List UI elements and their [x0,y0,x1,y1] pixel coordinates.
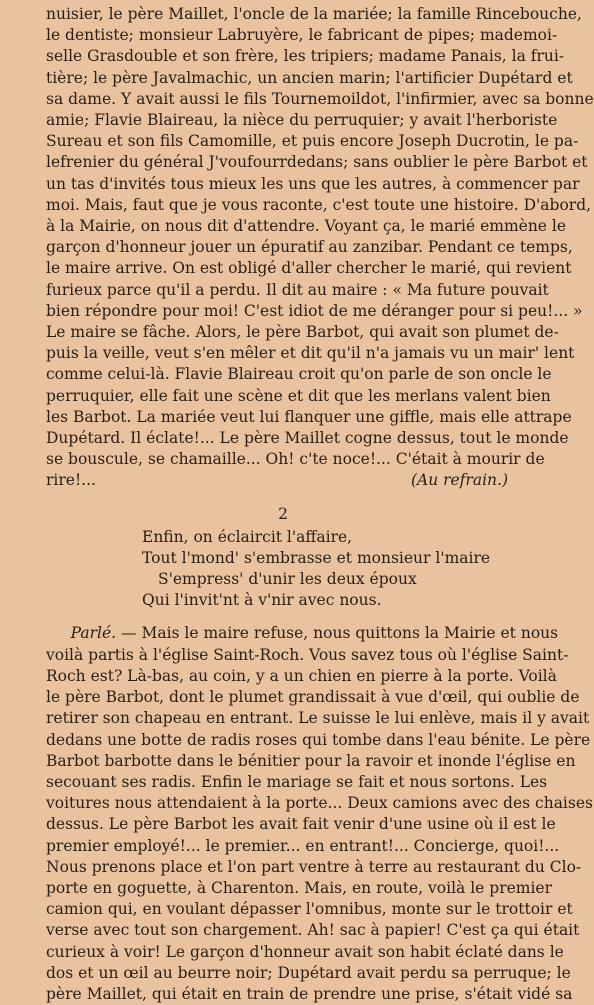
verse-line: S'empress' d'unir les deux époux [158,570,417,589]
verse-line: Tout l'mond' s'embrasse et monsieur l'maire [142,548,491,567]
text-line: amie; Flavie Blaireau, la nièce du perruquier; y avait l'herboriste [46,111,558,130]
verse-line: Enfin, on éclaircit l'affaire, [142,527,353,546]
text-line: Le maire se fâche. Alors, le père Barbot, qui avait son plumet de- [46,323,559,342]
text-line: curieux à voir! Le garçon d'honneur avait son habit éclaté dans le [46,942,564,961]
text-line: Sureau et son fils Camomille, et puis encore Joseph Ducrotin, le pa- [46,132,579,151]
text-line: le père Barbot, dont le plumet grandissait à vue d'œil, qui oublie de [46,688,580,707]
text-line: perruquier, elle fait une scène et dit que les merlans valent bien [46,386,551,405]
text-line: verse avec tout son chargement. Ah! sac à papier! C'est ça qui était [46,921,580,940]
text-line: voitures nous attendaient à la porte... Deux camions avec des chaises [46,794,593,813]
verse-line: Qui l'invit'nt à v'nir avec nous. [142,591,382,610]
text-line: lefrenier du général J'voufourrdedans; sans oublier le père Barbot et [46,153,588,172]
text-line: camion qui, en voulant dépasser l'omnibus, monte sur le trottoir et [46,900,573,919]
text-line: le dentiste; monsieur Labruyère, le fabricant de pipes; mademoi- [46,26,558,45]
text-line: furieux parce qu'il a perdu. Il dit au maire : « Ma future pouvait [46,280,549,299]
paragraph-1 [46,4,594,492]
text-line: puis la veille, veut s'en mêler et dit qu'il n'a jamais vu un mair' lent [46,344,575,363]
text-line: retirer son chapeau en entrant. Le suisse le lui enlève, mais il y avait [46,709,590,728]
text-fragment: rire!... [46,471,96,490]
refrain-marker: (Au refrain.) [410,471,508,490]
text-line: Roch est? Là-bas, au coin, y a un chien en pierre à la porte. Voilà [46,666,557,685]
text-line: tière; le père Javalmachic, un ancien marin; l'artificier Dupétard et [46,68,573,87]
text-line: sa dame. Y avait aussi le fils Tournemoildot, l'infirmier, avec sa bonne [46,89,594,108]
stanza-number: 2 [278,504,288,523]
text-line: se bouscule, se chamaille... Oh! c'te noce!... C'était à mourir de [46,450,545,469]
verse-stanza [142,527,528,612]
text-line: moi. Mais, faut que je vous raconte, c'est toute une histoire. D'abord, [46,195,592,214]
spoken-label: Parlé. [70,624,117,643]
text-line: dos et un œil au beurre noir; Dupétard avait perdu sa perruque; le [46,963,571,982]
text-line: bien répondre pour moi! C'est idiot de me déranger pour si peu!... » [46,301,583,320]
text-line: père Maillet, qui était en train de prendre une prise, s'était vidé sa [46,984,573,1003]
text-line-first [46,623,559,644]
text-line: à la Mairie, on nous dit d'attendre. Voyant ça, le marié emmène le [46,217,567,236]
text-line: les Barbot. La mariée veut lui flanquer une giffle, mais elle attrape [46,407,572,426]
text-line: comme celui-là. Flavie Blaireau croit qu'on parle de son oncle le [46,365,552,384]
text-line: premier employé!... le premier... en entrant!... Concierge, quoi!... [46,836,560,855]
text-line: le maire arrive. On est obligé d'aller chercher le marié, qui revient [46,259,572,278]
text-line: Nous prenons place et l'on part ventre à terre au restaurant du Clo- [46,857,582,876]
paragraph-2 [46,623,593,1005]
text-line: garçon d'honneur jouer un épuratif au zanzibar. Pendant ce temps, [46,238,573,257]
text-line: un tas d'invités tous mieux les uns que les autres, à commencer par [46,174,580,193]
text-line: Dupétard. Il éclate!... Le père Maillet cogne dessus, tout le monde [46,429,569,448]
text-fragment: — Mais le maire refuse, nous quittons la Mairie et nous [121,624,559,643]
text-line: dedans une botte de radis roses qui tombe dans l'eau bénite. Le père [46,730,591,749]
text-line: dessus. Le père Barbot les avait fait venir d'une usine où il est le [46,815,556,834]
text-line: selle Grasdouble et son frère, les tripiers; madame Panais, la frui- [46,47,565,66]
text-line: voilà partis à l'église Saint-Roch. Vous savez tous où l'église Saint- [46,645,569,664]
text-line: porte en goguette, à Charenton. Mais, en route, voilà le premier [46,878,553,897]
text-line-last [46,470,528,491]
text-line: secouant ses radis. Enfin le mariage se fait et nous sortons. Les [46,772,548,791]
text-line: Barbot barbotte dans le bénitier pour la ravoir et inonde l'église en [46,751,576,770]
text-line: nuisier, le père Maillet, l'oncle de la mariée; la famille Rincebouche, [46,5,582,23]
